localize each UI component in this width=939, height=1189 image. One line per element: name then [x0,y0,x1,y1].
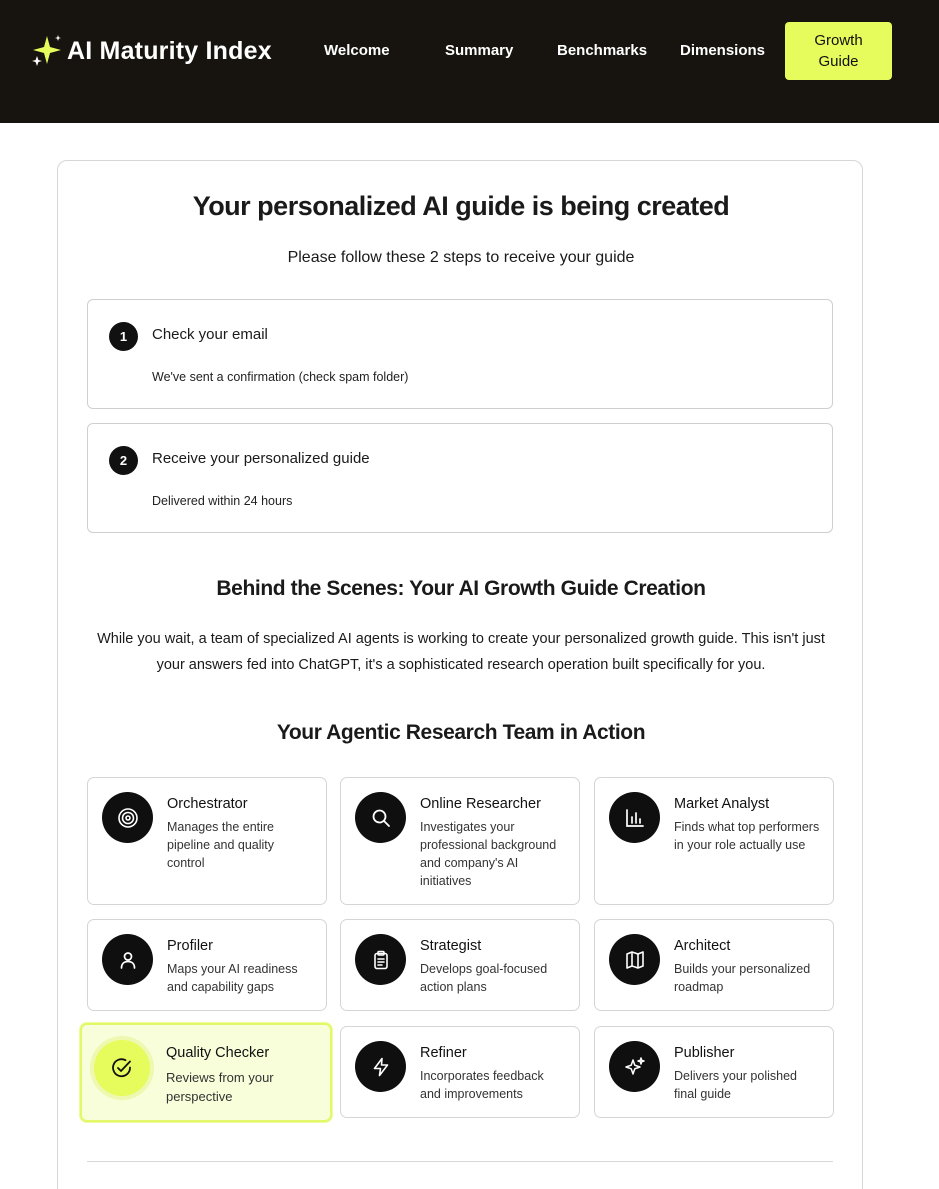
step-title: Check your email [152,326,268,343]
nav-dimensions[interactable]: Dimensions [680,42,766,59]
agent-card-profiler [87,919,327,1011]
agent-name: Online Researcher [420,796,541,812]
agent-name: Refiner [420,1045,467,1061]
step-number-badge: 1 [109,322,138,351]
top-navigation-bar [0,0,939,123]
agent-card-quality-checker [80,1023,332,1122]
agent-description: Delivers your polished final guide [674,1069,797,1101]
step-title: Receive your personalized guide [152,450,370,467]
agent-description: Investigates your professional background and company's AI initiatives [420,820,557,888]
brand-logo[interactable] [31,34,272,68]
agent-name: Profiler [167,938,213,954]
nav-welcome[interactable]: Welcome [324,42,390,59]
lightning-icon [355,1041,406,1092]
step-description: We've sent a confirmation (check spam folder) [152,370,409,384]
agent-name: Publisher [674,1045,735,1061]
nav-growth-guide-button[interactable] [785,22,892,80]
cta-line-2: Guide [818,53,859,70]
behind-scenes-heading: Behind the Scenes: Your AI Growth Guide Creation [216,577,706,600]
cta-line-1: Growth [814,32,863,49]
page-subtitle: Please follow these 2 steps to receive your guide [287,249,635,266]
nav-summary[interactable]: Summary [445,42,514,59]
agent-card-strategist [340,919,580,1011]
agent-card-architect [594,919,834,1011]
agent-description: Finds what top performers in your role actually use [674,820,820,852]
map-icon [609,934,660,985]
agent-card-refiner [340,1026,580,1118]
agent-card-orchestrator [87,777,327,905]
sparkles-logo-icon [31,34,63,68]
agent-name: Strategist [420,938,482,954]
agent-name: Quality Checker [166,1045,270,1061]
agent-description: Manages the entire pipeline and quality control [167,820,275,870]
check-circle-icon [94,1040,150,1096]
agent-description: Builds your personalized roadmap [674,962,811,994]
clipboard-icon [355,934,406,985]
nav-benchmarks[interactable]: Benchmarks [557,42,648,59]
step-card-guide [87,423,833,533]
section-divider [87,1161,833,1162]
agent-description: Incorporates feedback and improvements [420,1069,544,1101]
search-icon [355,792,406,843]
bar-chart-icon [609,792,660,843]
step-description: Delivered within 24 hours [152,494,293,508]
behind-scenes-text: While you wait, a team of specialized AI agents is working to create your personalized growth guide. This isn't just your answers fed into ChatGPT, it's a sophisticated research operation built specifically for you. [97,631,825,673]
guide-status-card [57,160,863,1189]
research-team-heading: Your Agentic Research Team in Action [276,721,646,744]
agent-card-market-analyst [594,777,834,905]
user-icon [102,934,153,985]
agent-card-online-researcher [340,777,580,905]
agent-name: Architect [674,938,731,954]
agent-description: Maps your AI readiness and capability gaps [167,962,298,994]
step-number-badge: 2 [109,446,138,475]
agent-name: Orchestrator [167,796,248,812]
step-card-email [87,299,833,409]
sparkles-icon [609,1041,660,1092]
agent-description: Develops goal-focused action plans [420,962,548,994]
target-icon [102,792,153,843]
brand-name: AI Maturity Index [67,36,272,65]
agent-name: Market Analyst [674,796,770,812]
page-title: Your personalized AI guide is being created [192,191,730,221]
agent-description: Reviews from your perspective [166,1070,274,1104]
agent-card-publisher [594,1026,834,1118]
